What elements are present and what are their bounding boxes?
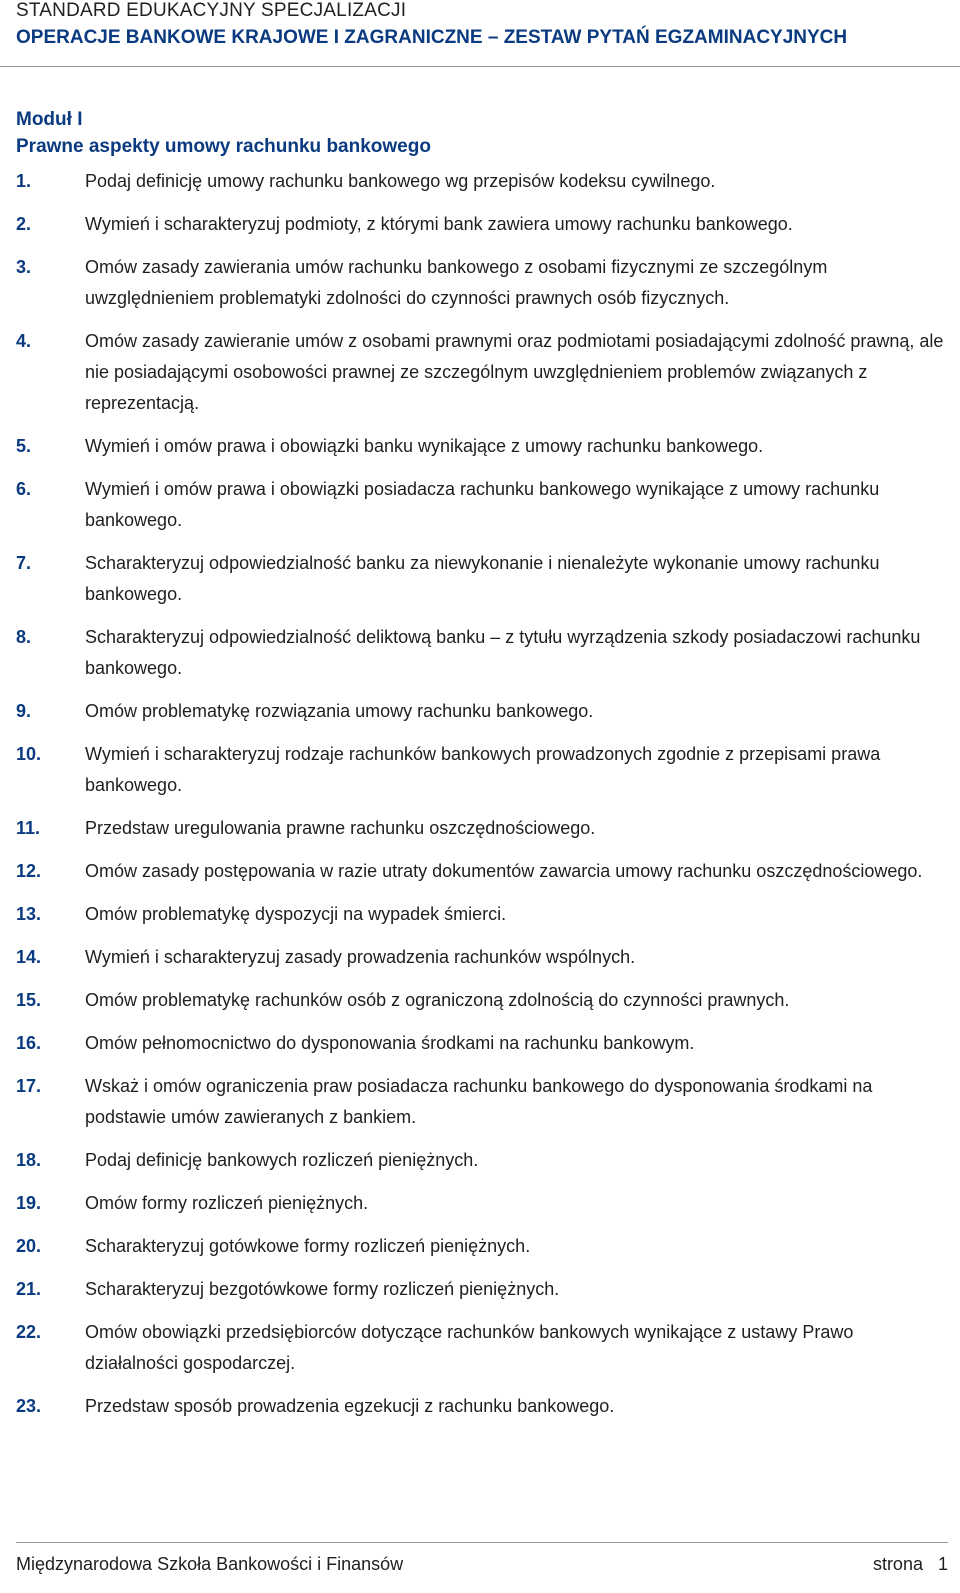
- question-number: 13.: [16, 904, 42, 924]
- document-footer: [16, 1542, 948, 1572]
- question-number: 5.: [16, 436, 32, 456]
- question-number: 6.: [16, 479, 32, 499]
- question-text: Podaj definicję bankowych rozliczeń pieniężnych.: [85, 1150, 479, 1170]
- question-number: 14.: [16, 947, 42, 967]
- question-item: [16, 739, 951, 801]
- module-heading: [16, 106, 431, 160]
- question-item: [16, 813, 951, 844]
- page-label: strona: [872, 1553, 923, 1574]
- question-number: 21.: [16, 1279, 42, 1299]
- question-text: Omów zasady postępowania w razie utraty dokumentów zawarcia umowy rachunku oszczędnościowego.: [85, 861, 923, 881]
- question-number: 1.: [16, 171, 32, 191]
- question-text: Omów problematykę dyspozycji na wypadek śmierci.: [85, 904, 507, 924]
- question-text: Scharakteryzuj odpowiedzialność deliktową banku – z tytułu wyrządzenia szkody posiadaczowi rachunku bankowego.: [85, 627, 921, 678]
- question-text: Wymień i scharakteryzuj rodzaje rachunków bankowych prowadzonych zgodnie z przepisami prawa bankowego.: [85, 744, 881, 795]
- question-item: [16, 942, 951, 973]
- question-number: 19.: [16, 1193, 42, 1213]
- header-divider: [0, 66, 960, 67]
- question-text: Omów problematykę rachunków osób z ograniczoną zdolnością do czynności prawnych.: [85, 990, 790, 1010]
- question-text: Scharakteryzuj odpowiedzialność banku za niewykonanie i nienależyte wykonanie umowy rachunku bankowego.: [85, 553, 880, 604]
- question-number: 10.: [16, 744, 42, 764]
- question-item: [16, 166, 951, 197]
- question-item: [16, 1028, 951, 1059]
- question-number: 17.: [16, 1076, 42, 1096]
- question-item: [16, 326, 951, 419]
- question-number: 3.: [16, 257, 32, 277]
- question-item: [16, 985, 951, 1016]
- question-number: 2.: [16, 214, 32, 234]
- question-item: [16, 209, 951, 240]
- question-number: 9.: [16, 701, 32, 721]
- document-header: [16, 0, 944, 50]
- series-title: OPERACJE BANKOWE KRAJOWE I ZAGRANICZNE – ZESTAW PYTAŃ EGZAMINACYJNYCH: [16, 27, 848, 48]
- question-item: [16, 1391, 951, 1422]
- question-item: [16, 696, 951, 727]
- question-text: Omów problematykę rozwiązania umowy rachunku bankowego.: [85, 701, 594, 721]
- question-number: 8.: [16, 627, 32, 647]
- question-text: Omów pełnomocnictwo do dysponowania środkami na rachunku bankowym.: [85, 1033, 695, 1053]
- footer-divider: [16, 1542, 948, 1543]
- question-item: [16, 1231, 951, 1262]
- question-text: Przedstaw uregulowania prawne rachunku oszczędnościowego.: [85, 818, 596, 838]
- question-item: [16, 622, 951, 684]
- question-text: Scharakteryzuj bezgotówkowe formy rozliczeń pieniężnych.: [85, 1279, 560, 1299]
- question-text: Omów zasady zawieranie umów z osobami prawnymi oraz podmiotami posiadającymi zdolność prawną, ale nie posiadającymi osobowości prawnej ze szczególnym uwzględnieniem problemów związanych z reprezentacją.: [85, 331, 944, 413]
- question-item: [16, 1071, 951, 1133]
- question-item: [16, 1317, 951, 1379]
- question-item: [16, 856, 951, 887]
- question-item: [16, 252, 951, 314]
- question-text: Przedstaw sposób prowadzenia egzekucji z rachunku bankowego.: [85, 1396, 615, 1416]
- footer-page-info: [873, 1540, 948, 1575]
- question-item: [16, 1188, 951, 1219]
- question-text: Omów formy rozliczeń pieniężnych.: [85, 1193, 369, 1213]
- question-text: Podaj definicję umowy rachunku bankowego wg przepisów kodeksu cywilnego.: [85, 171, 716, 191]
- question-item: [16, 899, 951, 930]
- question-number: 11.: [16, 818, 41, 838]
- question-text: Wymień i scharakteryzuj zasady prowadzenia rachunków wspólnych.: [85, 947, 636, 967]
- question-item: [16, 431, 951, 462]
- question-text: Wskaż i omów ograniczenia praw posiadacza rachunku bankowego do dysponowania środkami na podstawie umów zawieranych z bankiem.: [85, 1076, 873, 1127]
- standard-title: STANDARD EDUKACYJNY SPECJALIZACJI: [16, 0, 407, 21]
- question-number: 20.: [16, 1236, 42, 1256]
- module-title: Prawne aspekty umowy rachunku bankowego: [16, 136, 431, 157]
- question-item: [16, 548, 951, 610]
- question-number: 22.: [16, 1322, 42, 1342]
- question-number: 16.: [16, 1033, 42, 1053]
- question-text: Omów zasady zawierania umów rachunku bankowego z osobami fizycznymi ze szczególnym uwzględnieniem problematyki zdolności do czynności prawnych osób fizycznych.: [85, 257, 828, 308]
- question-text: Wymień i scharakteryzuj podmioty, z którymi bank zawiera umowy rachunku bankowego.: [85, 214, 793, 234]
- question-list: [16, 166, 951, 1434]
- question-number: 18.: [16, 1150, 42, 1170]
- question-number: 15.: [16, 990, 42, 1010]
- question-text: Omów obowiązki przedsiębiorców dotyczące rachunków bankowych wynikające z ustawy Prawo działalności gospodarczej.: [85, 1322, 854, 1373]
- question-number: 4.: [16, 331, 32, 351]
- question-text: Wymień i omów prawa i obowiązki posiadacza rachunku bankowego wynikające z umowy rachunku bankowego.: [85, 479, 880, 530]
- footer-institution: Międzynarodowa Szkoła Bankowości i Finansów: [16, 1553, 404, 1574]
- question-number: 12.: [16, 861, 42, 881]
- question-item: [16, 474, 951, 536]
- question-number: 23.: [16, 1396, 42, 1416]
- question-text: Scharakteryzuj gotówkowe formy rozliczeń pieniężnych.: [85, 1236, 531, 1256]
- page-number: 1: [937, 1553, 948, 1574]
- module-number: Moduł I: [16, 109, 83, 130]
- question-number: 7.: [16, 553, 32, 573]
- question-item: [16, 1274, 951, 1305]
- question-item: [16, 1145, 951, 1176]
- question-text: Wymień i omów prawa i obowiązki banku wynikające z umowy rachunku bankowego.: [85, 436, 764, 456]
